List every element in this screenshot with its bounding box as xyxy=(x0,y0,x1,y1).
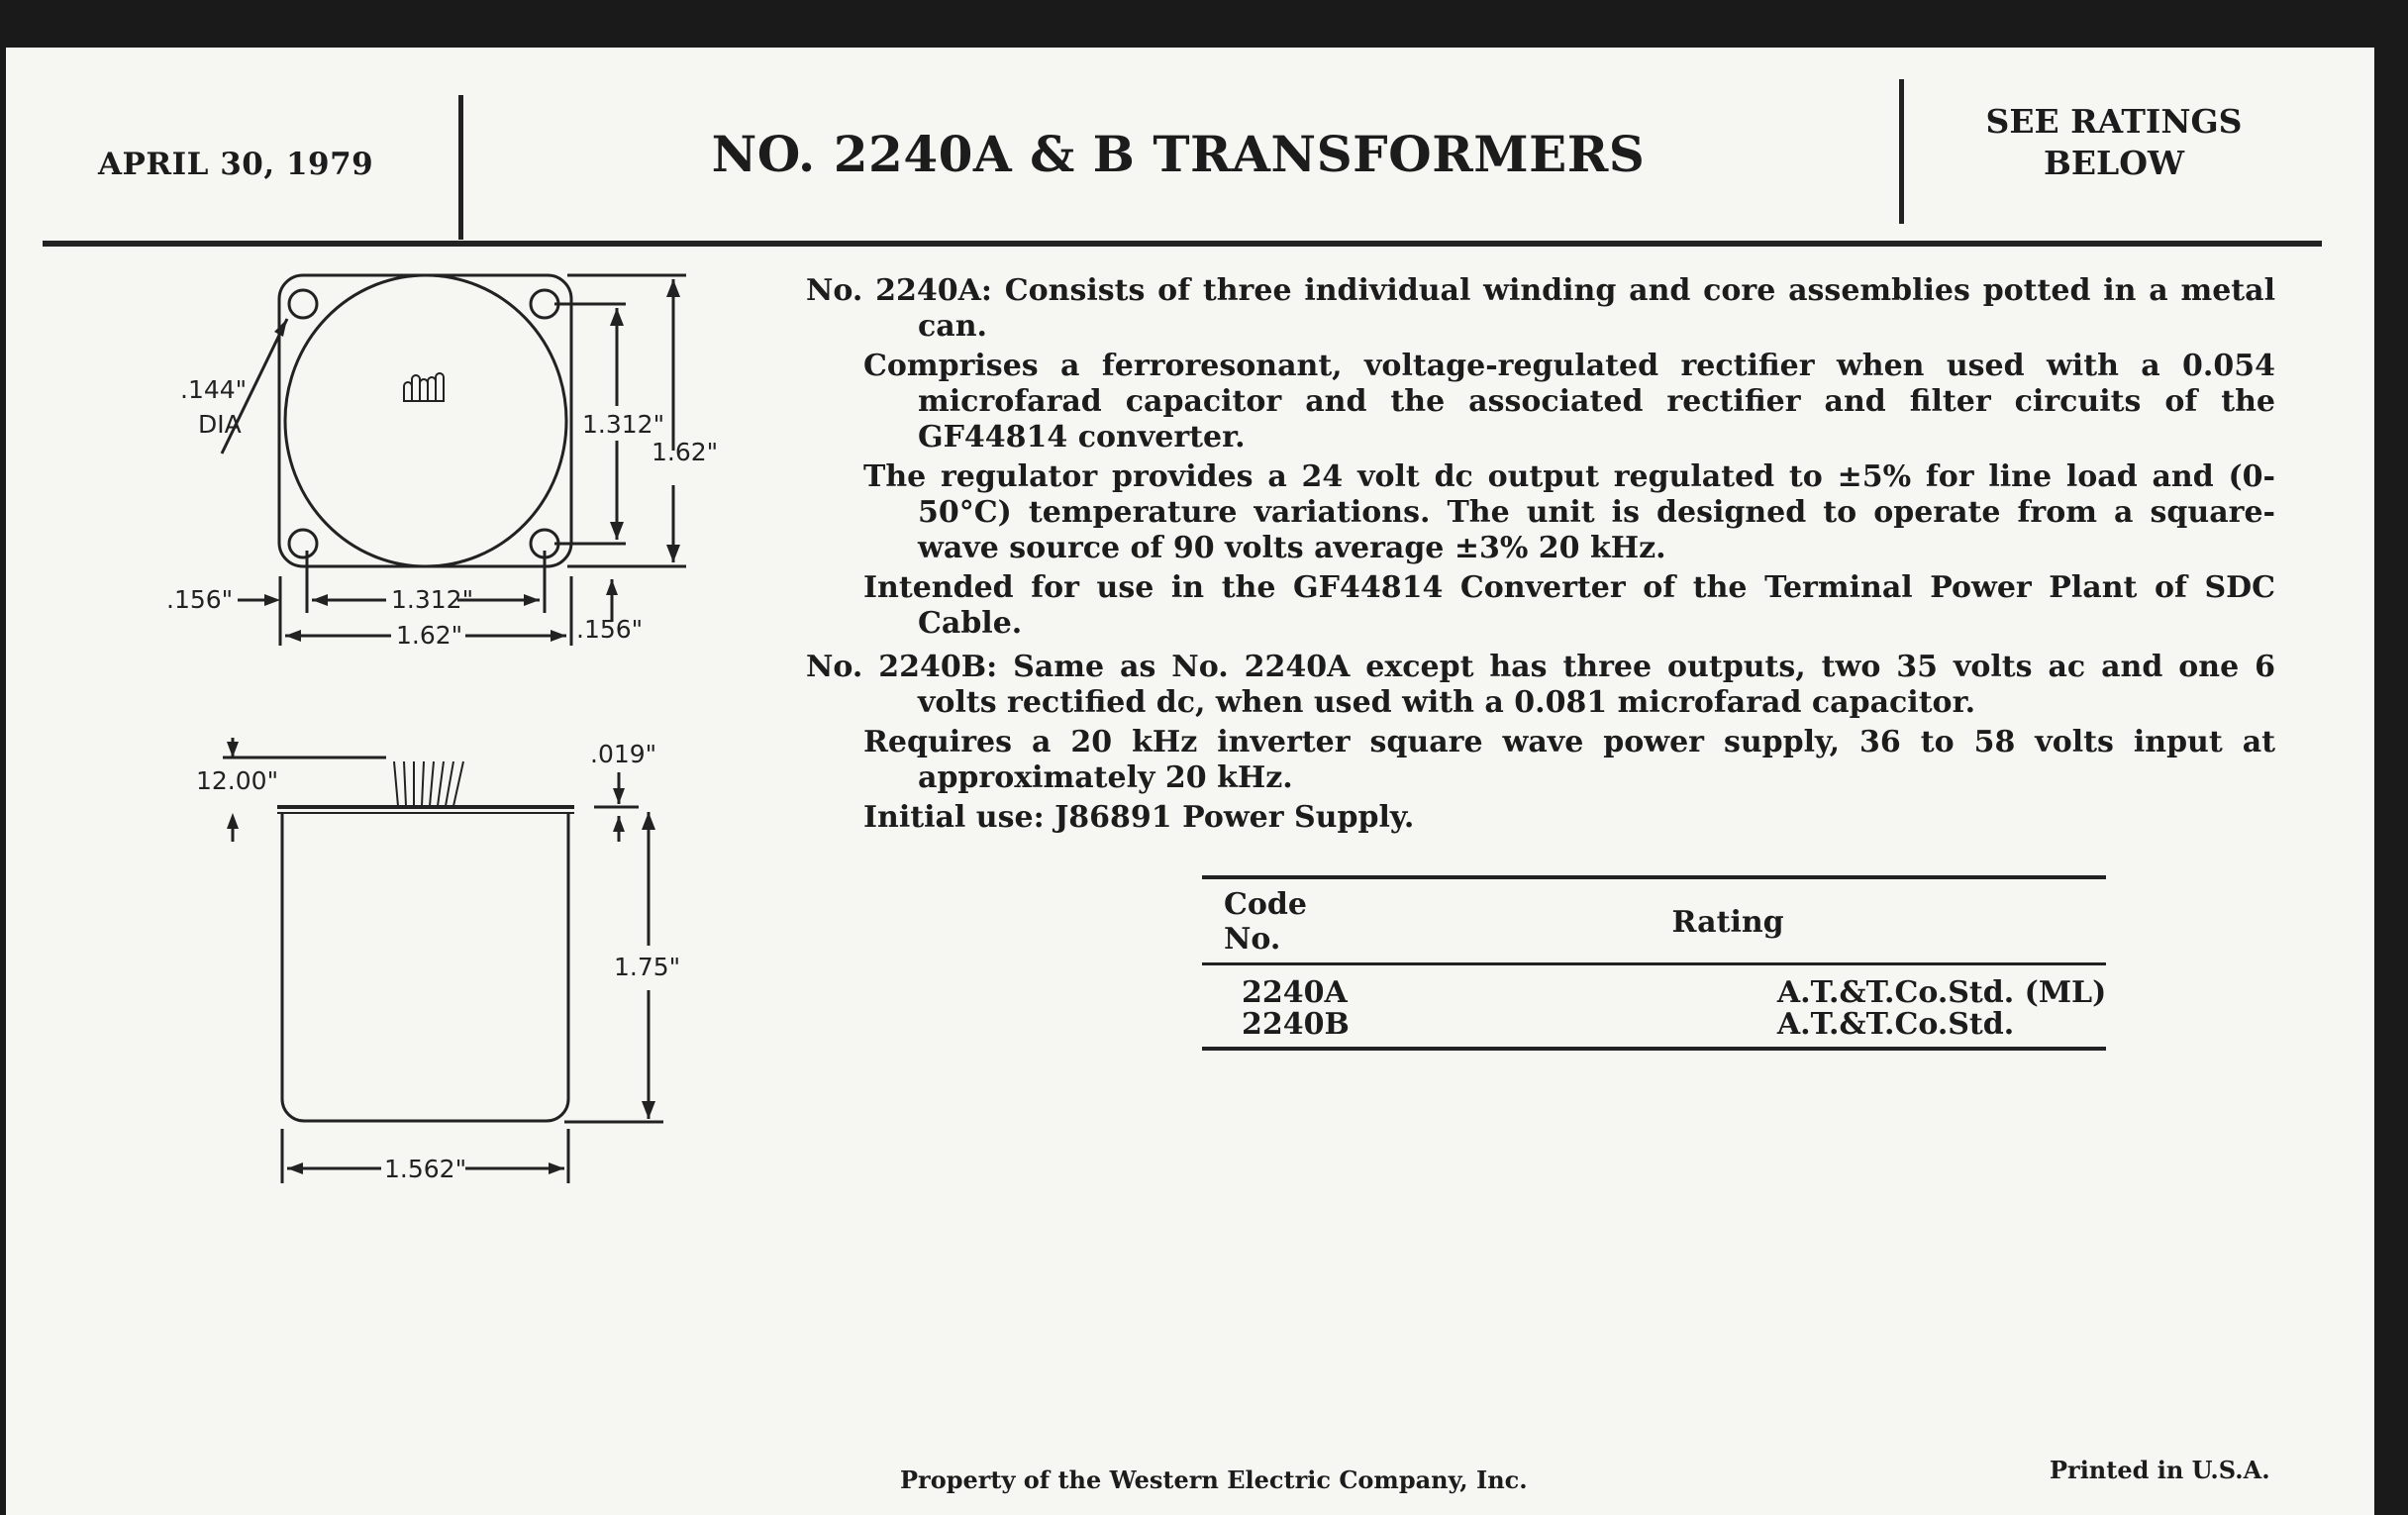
mounting-hole xyxy=(289,530,317,557)
hole-spacing-horizontal: 1.312" xyxy=(391,585,474,614)
hole-spacing-vertical: 1.312" xyxy=(582,410,665,439)
footer-printed: Printed in U.S.A. xyxy=(2050,1456,2270,1484)
paragraph-initial-use: Initial use: J86891 Power Supply. xyxy=(863,800,1415,835)
can-width: 1.562" xyxy=(384,1155,467,1183)
lid-thickness: .019" xyxy=(590,740,657,768)
offset-left: .156" xyxy=(166,585,234,614)
hole-dia-value: .144" xyxy=(180,375,248,404)
page-title: NO. 2240A & B TRANSFORMERS xyxy=(711,125,1646,183)
offset-right: .156" xyxy=(576,615,644,644)
issue-date: APRIL 30, 1979 xyxy=(98,147,374,182)
leads-top-icon xyxy=(404,373,444,401)
overall-width-top: 1.62" xyxy=(396,621,463,650)
ratings-note-line1: SEE RATINGS xyxy=(1985,102,2243,141)
paragraph-intended-use: Intended for use in the GF44814 Converter of the Terminal Power Plant of SDC Cable. xyxy=(863,570,2275,641)
paragraph-regulator: The regulator provides a 24 volt dc output regulated to ±5% for line load and (0-50°C) temperature variations. The unit is designed to operate from a square-wave source of 90 volts average ±3% 20 kHz. xyxy=(863,459,2275,565)
description xyxy=(806,273,2275,840)
paragraph-requires: Requires a 20 kHz inverter square wave power supply, 36 to 58 volts input at approximately 20 kHz. xyxy=(863,725,2275,795)
mounting-hole xyxy=(531,290,558,318)
header-divider-left xyxy=(458,95,463,240)
column-header-rating: Rating xyxy=(1350,877,2107,964)
paragraph-comprises: Comprises a ferroresonant, voltage-regulated rectifier when used with a 0.054 microfarad capacitor and the associated rectifier and filter circuits of the GF44814 converter. xyxy=(863,349,2275,454)
paragraph-2240a: No. 2240A: Consists of three individual winding and core assemblies potted in a metal can. xyxy=(806,273,2275,344)
table-row xyxy=(1202,1009,2106,1049)
ratings-note-line2: BELOW xyxy=(2043,144,2185,182)
dimension-drawing xyxy=(0,248,792,1198)
lead-length: 12.00" xyxy=(196,766,279,795)
can-height: 1.75" xyxy=(614,953,681,981)
code-cell: 2240B xyxy=(1202,1009,1350,1049)
can-outline xyxy=(285,275,566,566)
code-cell: 2240A xyxy=(1242,975,1348,1010)
rating-cell: A.T.&T.Co.Std. (ML) xyxy=(1776,975,2107,1010)
footer-property: Property of the Western Electric Company, Inc. xyxy=(900,1465,1528,1494)
column-header-code: Code No. xyxy=(1202,877,1350,964)
ratings-note xyxy=(1941,101,2287,184)
ratings-table xyxy=(1202,875,2106,1051)
paragraph-2240b: No. 2240B: Same as No. 2240A except has three outputs, two 35 volts ac and one 6 volts rectified dc, when used with a 0.081 microfarad capacitor. xyxy=(806,650,2275,720)
hole-dia-label: DIA xyxy=(198,410,242,439)
mounting-hole xyxy=(289,290,317,318)
header-rule xyxy=(43,241,2322,247)
can-side-outline xyxy=(282,812,568,1121)
leads-side-icon xyxy=(394,761,463,806)
table-row xyxy=(1202,964,2106,1010)
rating-cell: A.T.&T.Co.Std. xyxy=(1350,1009,2107,1049)
header-divider-right xyxy=(1899,79,1904,224)
overall-height-top: 1.62" xyxy=(652,438,719,466)
